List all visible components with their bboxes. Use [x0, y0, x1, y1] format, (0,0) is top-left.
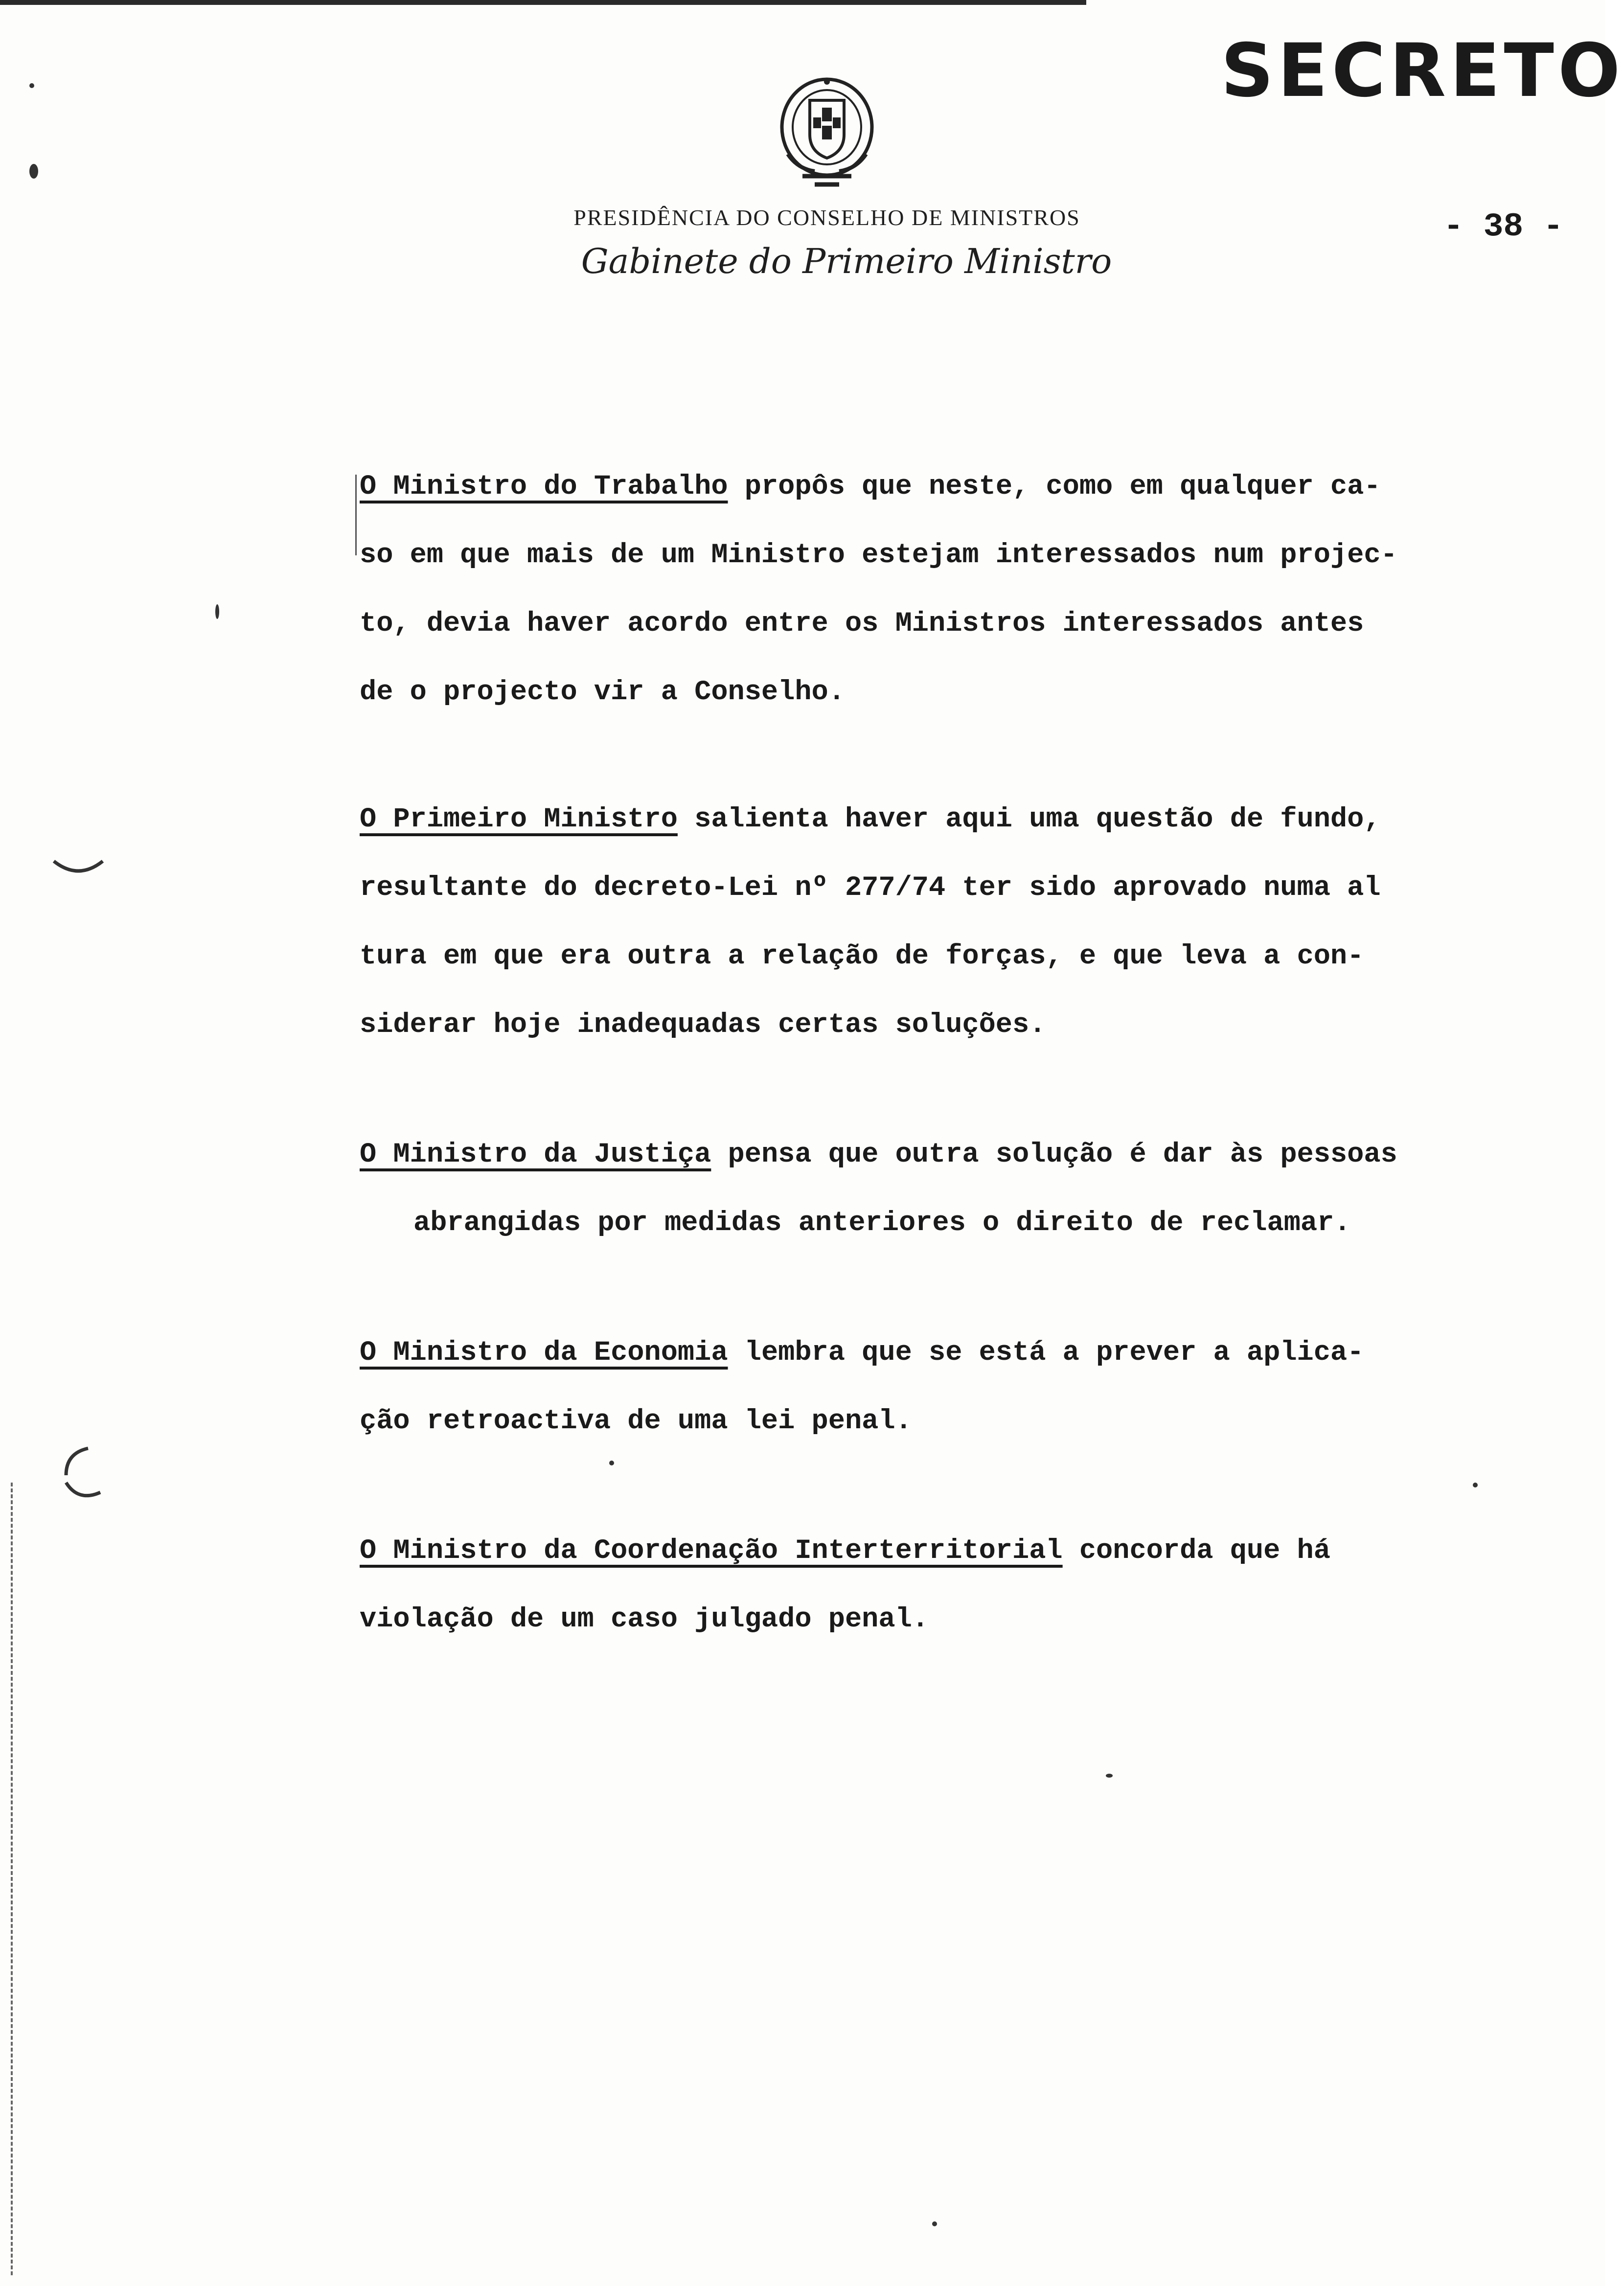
paragraph-ministro-justica — [360, 1120, 1485, 1257]
office-subtitle-text: Gabinete do Primeiro Ministro — [581, 241, 1112, 281]
paragraph-ministro-economia — [360, 1319, 1485, 1456]
paragraph-ministro-coordenacao — [360, 1517, 1485, 1654]
paragraph-line — [360, 1120, 1485, 1189]
paragraph-line: resultante do decreto-Lei nº 277/74 ter sido aprovado numa al — [360, 872, 1381, 904]
punch-hole-mark — [59, 1439, 108, 1512]
institution-heading: PRESIDÊNCIA DO CONSELHO DE MINISTROS — [573, 205, 1080, 230]
paragraph-line: abrangidas por medidas anteriores o direito de reclamar. — [413, 1208, 1351, 1239]
binding-edge — [11, 1483, 15, 2275]
paragraph-line: tura em que era outra a relação de forças, e que leva a con- — [360, 941, 1364, 972]
paragraph-line — [360, 453, 1485, 521]
scan-speck — [609, 1461, 614, 1465]
paragraph-line — [360, 1517, 1485, 1585]
page-number: - 38 - — [1443, 208, 1563, 246]
paragraph-text: pensa que outra solução é dar às pessoas — [711, 1139, 1397, 1170]
speaker-name: O Ministro da Economia — [360, 1337, 728, 1369]
coat-of-arms-icon — [768, 71, 886, 193]
scan-speck — [29, 164, 38, 179]
scan-speck — [29, 83, 34, 88]
top-rule — [0, 0, 1086, 5]
paragraph-line: violação de um caso julgado penal. — [360, 1604, 929, 1635]
paragraph-text: concorda que há — [1062, 1535, 1330, 1567]
scan-speck — [215, 604, 219, 619]
paragraph-line: to, devia haver acordo entre os Ministros interessados antes — [360, 608, 1364, 640]
paragraph-text: lembra que se está a prever a aplica- — [728, 1337, 1364, 1369]
speaker-name: O Ministro da Justiça — [360, 1139, 711, 1170]
office-subtitle — [581, 239, 1112, 293]
scan-speck — [1473, 1483, 1478, 1487]
paragraph-line: siderar hoje inadequadas certas soluções. — [360, 1009, 1046, 1041]
paragraph-line — [360, 1319, 1485, 1387]
paragraph-text: salienta haver aqui uma questão de fundo, — [677, 804, 1381, 835]
paragraph-line: so em que mais de um Ministro estejam interessados num projec- — [360, 540, 1397, 571]
paragraph-text: propôs que neste, como em qualquer ca- — [728, 471, 1381, 503]
paragraph-ministro-trabalho — [360, 453, 1485, 727]
speaker-name: O Primeiro Ministro — [360, 804, 678, 835]
paragraph-line: de o projecto vir a Conselho. — [360, 677, 845, 708]
speaker-name: O Ministro do Trabalho — [360, 471, 728, 503]
scan-speck — [1106, 1774, 1113, 1778]
scan-speck — [932, 2221, 937, 2226]
paragraph-primeiro-ministro — [360, 785, 1485, 1059]
paragraph-line: ção retroactiva de uma lei penal. — [360, 1406, 912, 1437]
speaker-name: O Ministro da Coordenação Interterritorial — [360, 1535, 1063, 1567]
margin-bar — [355, 475, 357, 555]
classification-stamp: SECRETO — [1221, 28, 1624, 114]
paragraph-line — [360, 785, 1485, 854]
punch-hole-mark — [49, 832, 108, 886]
